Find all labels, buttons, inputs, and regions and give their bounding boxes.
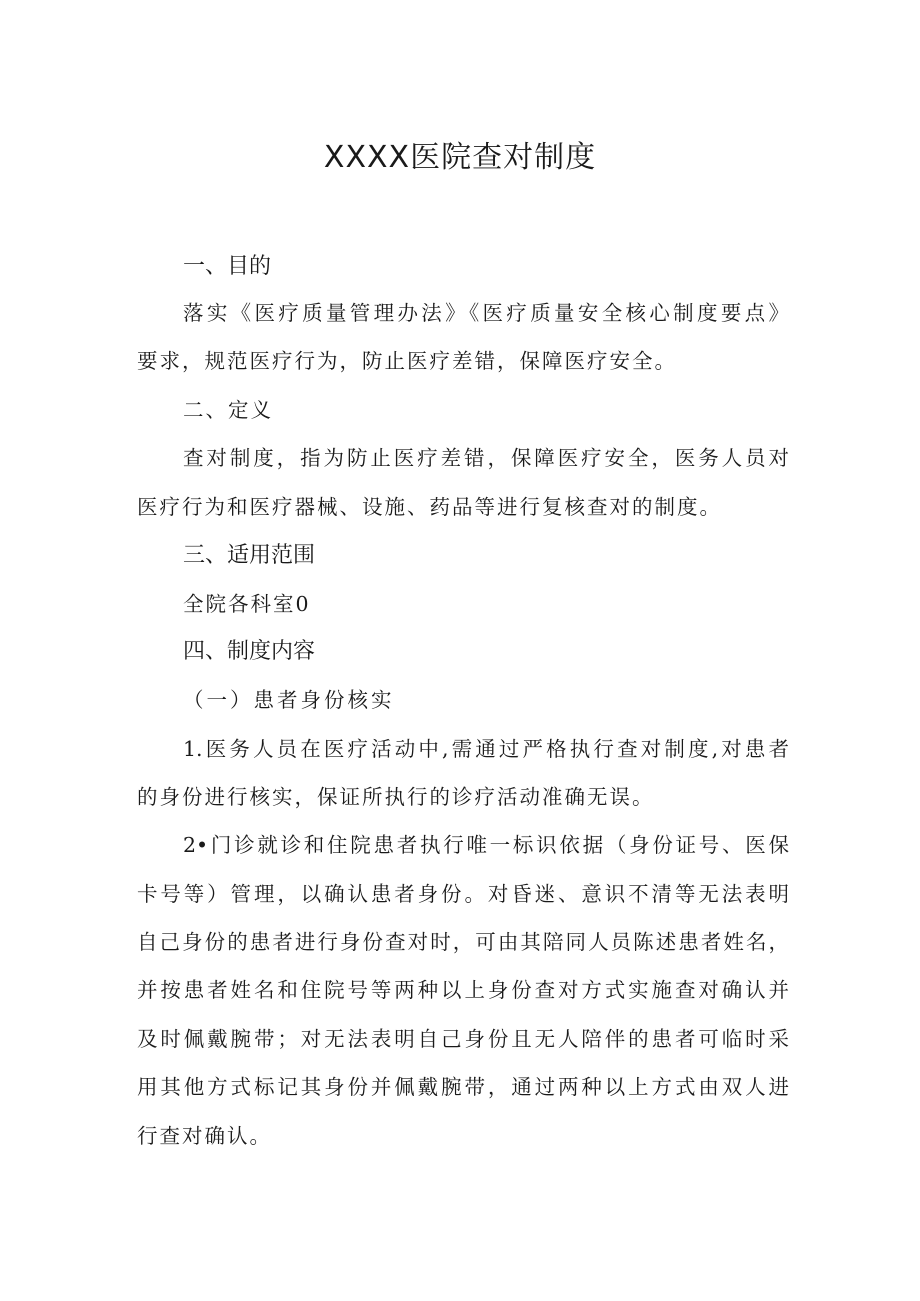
section-heading-definition: 二、定义 [183, 398, 273, 422]
section-heading-purpose: 一、目的 [183, 254, 272, 279]
paragraph-line: 要求，规范医疗行为，防止医疗差错，保障医疗安全。 [137, 349, 677, 373]
section-heading-content: 四、制度内容 [183, 639, 316, 664]
paragraph-line: 用其他方式标记其身份并佩戴腕带，通过两种以上方式由双人进 [137, 1075, 789, 1099]
paragraph-line: 卡号等）管理，以确认患者身份。对昏迷、意识不清等无法表明 [137, 882, 789, 906]
paragraph-line: 查对制度，指为防止医疗差错，保障医疗安全，医务人员对 [183, 446, 789, 470]
paragraph-line: 落实《医疗质量管理办法》《医疗质量安全核心制度要点》 [183, 301, 789, 325]
subsection-heading: （一）患者身份核实 [183, 688, 395, 712]
paragraph-line: 医疗行为和医疗器械、设施、药品等进行复核查对的制度。 [137, 495, 722, 519]
paragraph-line: 及时佩戴腕带；对无法表明自己身份且无人陪伴的患者可临时采 [137, 1027, 789, 1051]
paragraph-line: 行查对确认。 [137, 1124, 272, 1148]
paragraph-line: 1.医务人员在医疗活动中,需通过严格执行查对制度,对患者 [183, 737, 789, 761]
paragraph-line: 并按患者姓名和住院号等两种以上身份查对方式实施查对确认并 [137, 978, 789, 1002]
paragraph-line: 2•门诊就诊和住院患者执行唯一标识依据（身份证号、医保 [183, 833, 789, 857]
section-heading-scope: 三、适用范围 [183, 543, 316, 568]
document-title: XXXX医院查对制度 [323, 140, 597, 175]
paragraph-line: 全院各科室0 [183, 592, 311, 616]
paragraph-line: 的身份进行核实，保证所执行的诊疗活动准确无误。 [137, 785, 655, 809]
paragraph-line: 自己身份的患者进行身份查对时，可由其陪同人员陈述患者姓名， [137, 930, 789, 954]
